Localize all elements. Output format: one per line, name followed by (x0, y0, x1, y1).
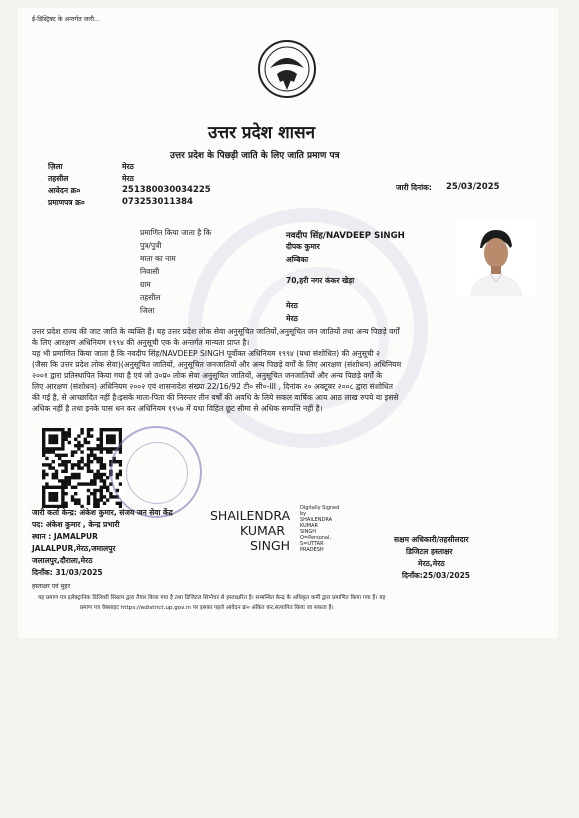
body-line-5: २००१ द्वारा प्रतिस्थापित किया गया है एवं जो उ०प्र० लोक सेवा अनुसूचित जातियों, अनुसूचित जनजातियों और अन्य पिछड़े वर्गों के (32, 371, 383, 380)
body-line-1: उत्तर प्रदेश राज्य की जाट जाति के व्यक्ति हैं। यह उत्तर प्रदेश लोक सेवा अनुसूचित जातियों,अनुसूचित जन जातियों तथा अन्य पिछड़े वर्गों (32, 327, 400, 336)
mother-name: अम्बिका (286, 255, 309, 264)
applicant-photo (456, 218, 536, 296)
issuing-center-seal (110, 426, 202, 518)
issuer-date: दिनाँक: 31/03/2025 (32, 568, 103, 577)
certificate-page (18, 8, 558, 638)
application-number: 251380030034225 (122, 185, 211, 195)
certify-label: प्रमाणित किया जाता है कि (140, 228, 212, 237)
certificate-label: प्रमाणपत्र क्र० (48, 198, 85, 207)
signer-name-line-2: KUMAR (240, 523, 286, 538)
body-line-4: (जैसा कि उत्तर प्रदेश लोक सेवा)(अनुसूचित जातियों, अनुसूचित जनजातियों और अन्य पिछड़े वर्गों के लिए आरक्षण (संशोधन) अधिनियम (32, 360, 402, 369)
authority-place: मेरठ,मेरठ (418, 559, 445, 568)
issue-date-label: जारी दिनांक: (396, 183, 432, 192)
district-value: मेरठ (122, 162, 134, 171)
tehsil-value: मेरठ (122, 174, 134, 183)
body-line-2: के लिए आरक्षण अधिनियम १९९४ की अनुसूची एक के अन्तर्गत मान्यता प्राप्त है। (32, 338, 250, 347)
tehsil-label: तहसील (48, 174, 69, 183)
issue-date-value: 25/03/2025 (446, 182, 500, 192)
authority-title: सक्षम अधिकारी/तहसीलदार (394, 535, 469, 544)
signature-details: Digitally Signed by SHAILENDRA KUMAR SINGH O=Personal, S=UTTAR PRADESH (300, 505, 340, 553)
person-tehsil-label: तहसील (140, 293, 161, 302)
body-line-6: लिए आरक्षण (संशोधन) अधिनियम २००२ एवं शासनादेश संख्या 22/16/92 टी० सी०-III , दिनांक २० अक्टूबर २००८ द्वारा संशोधित (32, 382, 393, 391)
authority-date: दिनाँक:25/03/2025 (402, 571, 471, 580)
resident-label: निवासी (140, 267, 160, 276)
person-district-label: जिला (140, 306, 155, 315)
footer-line-2: प्रमाण पत्र वेबसाइट https://edistrict.up.gov.in पर इसका पहले आवेदन क्र० अंकित कर,सत्यापित किया जा सकता है। (80, 605, 334, 611)
page-subtitle: उत्तर प्रदेश के पिछड़ी जाति के लिए जाति प्रमाण पत्र (170, 151, 340, 161)
person-district-value: मेरठ (286, 314, 298, 323)
authority-sig-label: डिजिटल हस्ताक्षर (406, 547, 453, 556)
father-name: दीपक कुमार (286, 242, 320, 251)
header-note: ई-डिस्ट्रिक्ट के अन्तर्गत जारी... (32, 16, 100, 23)
up-state-emblem (250, 38, 324, 100)
body-line-3: यह भी प्रमाणित किया जाता है कि नवदीप सिंह/NAVDEEP SINGH पूर्वोक्त अधिनियम १९९४ (यथा संशोधित) की अनुसूची २ (32, 349, 380, 358)
issuer-center: जारी कर्ता केन्द्र: अंकेश कुमार, संजय जन सेवा केंद्र (32, 508, 173, 517)
mother-label: माता का नाम (140, 254, 176, 263)
issuer-post: पद: अंकेश कुमार , केन्द्र प्रभारी (32, 520, 120, 529)
footer-line-1: यह प्रमाण पत्र इलेक्ट्रानिक डिलिवरी सिस्टम द्वारा तैयार किया गया है तथा डिजिटल सिग्नेचर से हस्ताक्षरित है। सम्बन्धित केन्द्र के अधिकृत कर्मी द्वारा प्रमाणित किया गया है। यह (38, 595, 386, 601)
body-line-8: अधिक नहीं है तथा इनके पास धन कर अधिनियम १९५७ में यथा विहित छूट सीमा से अधिक सम्पत्ति नहीं है। (32, 404, 323, 413)
district-label: ज़िला (48, 162, 63, 171)
father-label: पुत्र/पुत्री (140, 241, 162, 250)
applicant-name: नवदीप सिंह/NAVDEEP SINGH (286, 231, 405, 241)
application-label: आवेदन क्र० (48, 186, 81, 195)
resident-address: 70,हरी नगर कंकर खेड़ा (286, 276, 355, 285)
certificate-number: 073253011384 (122, 197, 193, 207)
issuer-place: स्थान : JAMALPUR (32, 532, 98, 541)
person-tehsil-value: मेरठ (286, 301, 298, 310)
issuer-sign-label: हस्ताक्षर एवं मुहर (32, 583, 71, 590)
page-title: उत्तर प्रदेश शासन (208, 123, 316, 143)
issuer-address-1: JALALPUR,मेरठ,जमालपुर (32, 544, 116, 553)
body-line-7: की गई है, से आच्छादित नहीं है।इसके माता-पिता की निरन्तर तीन वर्षों की अवधि के लिये सकल वार्षिक आय आठ लाख रुपये या इससे (32, 393, 399, 402)
signer-name-line-1: SHAILENDRA (210, 508, 291, 523)
issuer-address-2: जलालपुर,दौराला,मेरठ (32, 556, 93, 565)
village-label: ग्राम (140, 280, 151, 289)
signer-name-line-3: SINGH (250, 538, 291, 553)
